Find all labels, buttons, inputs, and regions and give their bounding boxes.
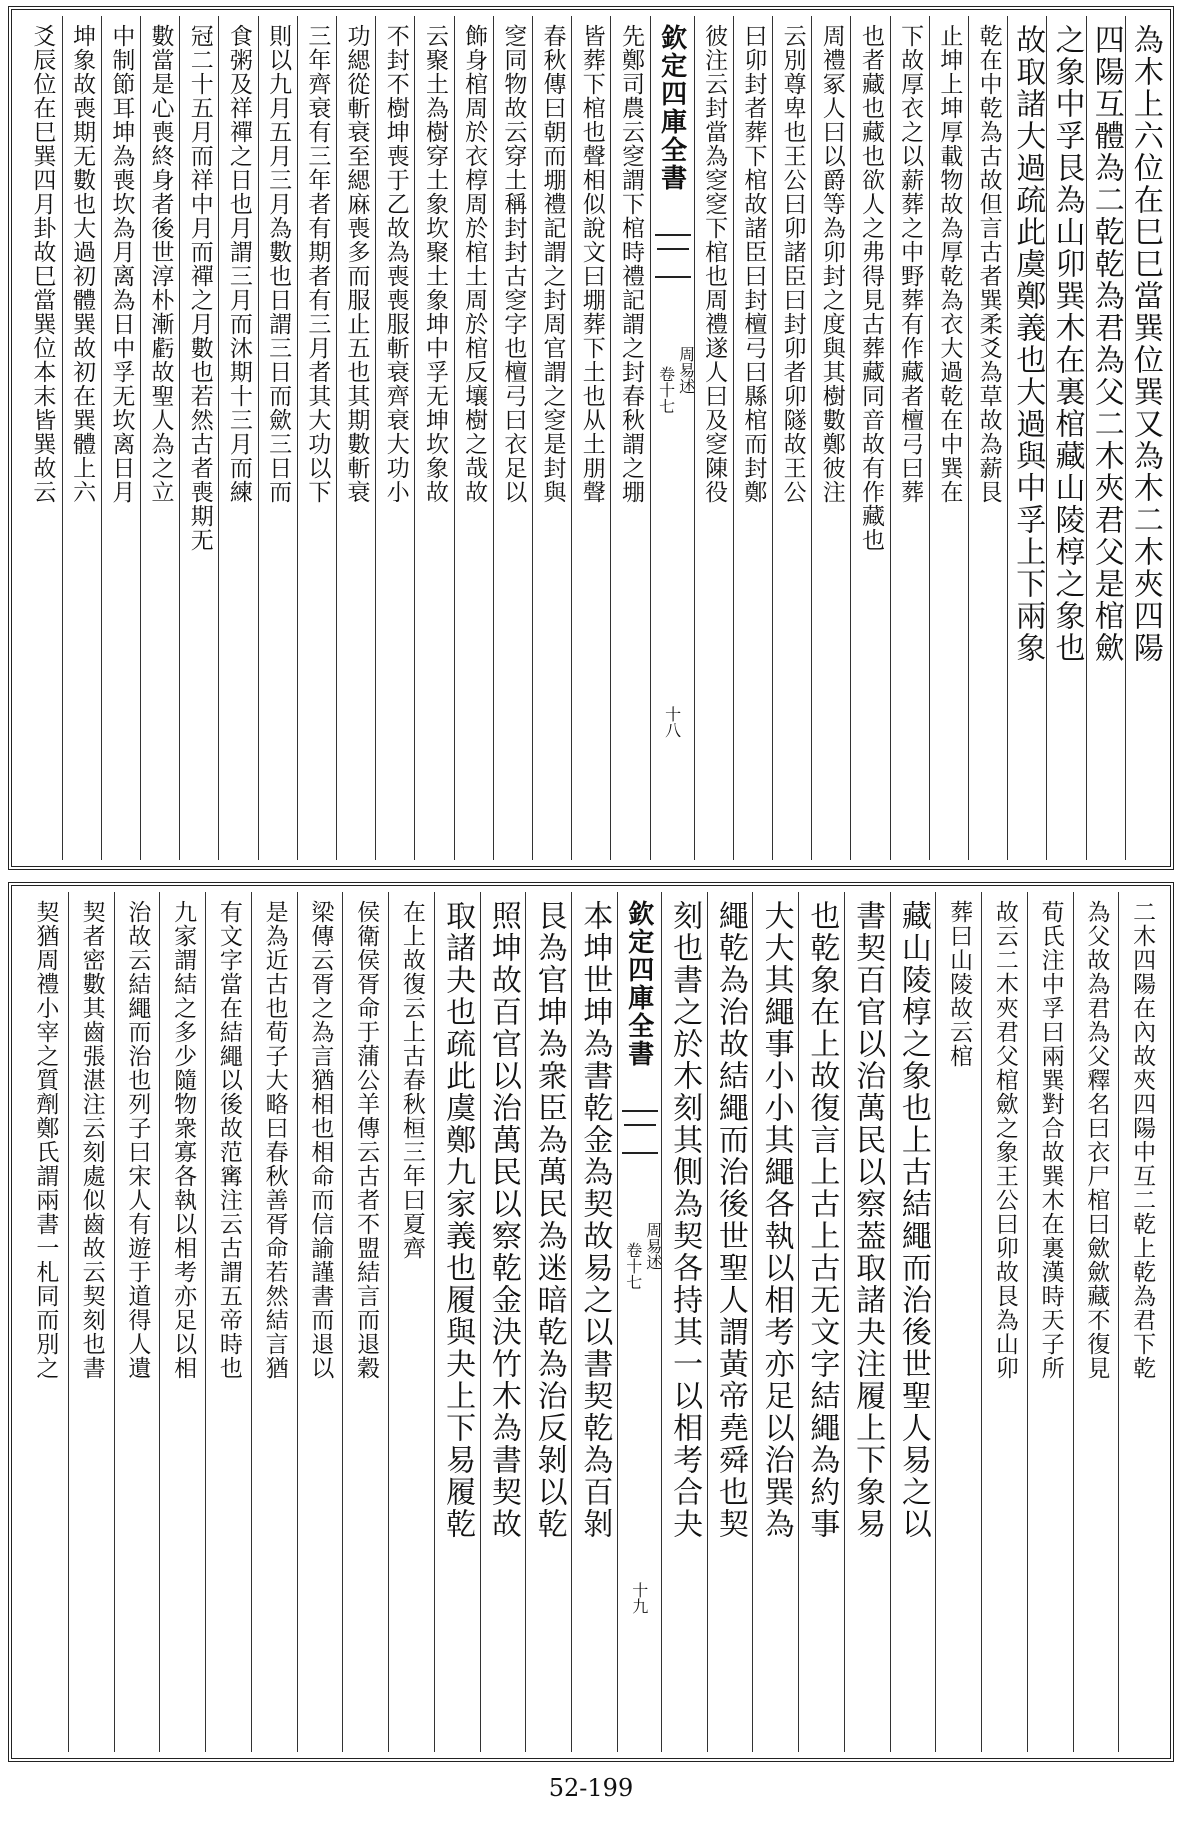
column-text: 則以九月五月三月為數也日謂三日而歛三日而 (265, 24, 292, 504)
column-text: 書契百官以治萬民以察葢取諸夬注履上下象易 (850, 900, 886, 1540)
text-column (1118, 892, 1164, 1752)
column-text: 故取諸大過疏此虞鄭義也大過與中孚上下兩象 (1010, 24, 1046, 664)
text-column (297, 892, 343, 1752)
text-column (388, 892, 434, 1752)
column-text: 繩乾為治故結繩而治後世聖人謂黃帝堯舜也契 (712, 900, 748, 1540)
header-title: 欽定四庫全書 (623, 900, 654, 1068)
column-text: 窆同物故云穿土稱封封古窆字也檀弓曰衣足以 (500, 24, 527, 504)
column-text: 為父故為君為父釋名曰衣尸棺曰歛歛藏不復見 (1083, 900, 1110, 1380)
text-column (811, 16, 850, 860)
text-column (375, 16, 414, 860)
column-text: 曰卯封者葬下棺故諸臣曰封檀弓曰縣棺而封鄭 (740, 24, 767, 504)
column-text: 照坤故百官以治萬民以察乾金決竹木為書契故 (485, 900, 521, 1540)
column-text: 也者藏也藏也欲人之弗得見古葬藏同音故有作藏也 (857, 24, 884, 552)
text-column (850, 16, 889, 860)
folio-number: 十八 (662, 706, 682, 738)
text-column (258, 16, 297, 860)
column-text: 刻也書之於木刻其側為契各持其一以相考合夬 (667, 900, 703, 1540)
text-column (981, 892, 1027, 1752)
text-column (1086, 16, 1125, 860)
column-text: 先鄭司農云窆謂下棺時禮記謂之封春秋謂之堋 (617, 24, 644, 504)
fishtail-mark-icon (655, 234, 691, 278)
column-text: 下故厚衣之以薪葬之中野葬有作藏者檀弓曰葬 (897, 24, 924, 504)
column-text: 云別尊卑也王公曰卯諸臣曰封卯者卯隧故王公 (779, 24, 806, 504)
text-column (1046, 16, 1085, 860)
text-column (493, 16, 532, 860)
column-text: 在上故復云上古春秋桓三年曰夏齊 (398, 900, 425, 1260)
column-text: 止坤上坤厚載物故為厚乾為衣大過乾在中巽在 (936, 24, 963, 504)
column-text: 彼注云封當為窆窆下棺也周禮遂人曰及窆陳役 (701, 24, 728, 504)
column-text: 為木上六位在巳巳當巽位巽又為木二木夾四陽 (1127, 24, 1163, 664)
column-text: 取諸夬也疏此虞鄭九家義也履與夬上下易履乾 (440, 900, 476, 1540)
text-column (342, 892, 388, 1752)
text-column (571, 16, 610, 860)
text-column (22, 16, 61, 860)
text-column (752, 892, 798, 1752)
text-column (844, 892, 890, 1752)
column-text: 飾身棺周於衣椁周於棺土周於棺反壤樹之哉故 (461, 24, 488, 504)
bottom-page (8, 882, 1174, 1762)
column-text: 之象中孚艮為山卯巽木在裏棺藏山陵椁之象也 (1049, 24, 1085, 664)
text-column (968, 16, 1007, 860)
center-fold-column (617, 892, 661, 1752)
column-text: 梁傳云胥之為言猶相也相命而信諭謹書而退以 (307, 900, 334, 1380)
text-column (532, 16, 571, 860)
text-column (218, 16, 257, 860)
book-name: 周易述 (676, 346, 696, 394)
text-column (661, 892, 707, 1752)
column-text: 數當是心喪終身者後世淳朴漸虧故聖人為之立 (147, 24, 174, 504)
column-text: 食粥及祥禪之日也月謂三月而沐期十三月而練 (225, 24, 252, 504)
center-fold-column (650, 16, 694, 860)
text-column (890, 16, 929, 860)
text-column (68, 892, 114, 1752)
text-column (694, 16, 733, 860)
column-text: 本坤世坤為書乾金為契故易之以書契乾為百剝 (577, 900, 613, 1540)
text-column (571, 892, 617, 1752)
column-text: 契猶周禮小宰之質劑鄭氏謂兩書一札同而別之 (32, 900, 59, 1380)
text-column (297, 16, 336, 860)
text-column (251, 892, 297, 1752)
text-column (205, 892, 251, 1752)
text-column (929, 16, 968, 860)
column-text: 春秋傳曰朝而堋禮記謂之封周官謂之窆是封與 (539, 24, 566, 504)
top-page (8, 6, 1174, 870)
text-column (22, 892, 68, 1752)
text-column (1125, 16, 1164, 860)
text-column (140, 16, 179, 860)
text-column (434, 892, 480, 1752)
column-text: 功緦從斬衰至緦麻喪多而服止五也其期數斬衰 (343, 24, 370, 504)
column-text: 有文字當在結繩以後故范寗注云古謂五帝時也 (215, 900, 242, 1380)
column-text: 侯衛侯胥命于蒲公羊傳云古者不盟結言而退穀 (353, 900, 380, 1380)
text-column (101, 16, 140, 860)
text-column (1027, 892, 1073, 1752)
volume-label: 卷十七 (623, 1242, 643, 1290)
column-text: 不封不樹坤喪于乙故為喪喪服斬衰齊衰大功小 (382, 24, 409, 504)
column-text: 周禮冢人曰以爵等為卯封之度與其樹數鄭彼注 (818, 24, 845, 504)
column-text: 荀氏注中孚曰兩巽對合故巽木在裏漢時天子所 (1037, 900, 1064, 1380)
column-text: 是為近古也荀子大略曰春秋善胥命若然結言猶 (261, 900, 288, 1380)
column-text: 乾在中乾為古故但言古者巽柔爻為草故為薪艮 (975, 24, 1002, 504)
volume-label: 卷十七 (656, 366, 676, 414)
text-column (179, 16, 218, 860)
column-text: 云聚土為樹穿土象坎聚土象坤中孚无坤坎象故 (421, 24, 448, 504)
text-column (525, 892, 571, 1752)
column-text: 也乾象在上故復言上古上古无文字結繩為約事 (804, 900, 840, 1540)
column-text: 皆葬下棺也聲相似說文曰堋葬下土也从土朋聲 (578, 24, 605, 504)
page-number: 52-199 (548, 1774, 634, 1802)
column-text: 大大其繩事小小其繩各執以相考亦足以治巽為 (758, 900, 794, 1540)
book-name: 周易述 (643, 1222, 663, 1270)
text-column (772, 16, 811, 860)
text-column (935, 892, 981, 1752)
text-column (733, 16, 772, 860)
column-text: 藏山陵椁之象也上古結繩而治後世聖人易之以 (895, 900, 931, 1540)
text-column (480, 892, 526, 1752)
bottom-text-columns (18, 892, 1164, 1752)
text-column (1073, 892, 1119, 1752)
text-column (707, 892, 753, 1752)
text-column (454, 16, 493, 860)
top-text-columns (18, 16, 1164, 860)
folio-number: 十九 (629, 1582, 649, 1614)
text-column (610, 16, 649, 860)
text-column (159, 892, 205, 1752)
column-text: 九家謂結之多少隨物衆寡各執以相考亦足以相 (170, 900, 197, 1380)
text-column (1007, 16, 1046, 860)
text-column (890, 892, 936, 1752)
column-text: 故云二木夾君父棺歛之象王公曰卯故艮為山卯 (991, 900, 1018, 1380)
text-column (798, 892, 844, 1752)
text-column (336, 16, 375, 860)
text-column (114, 892, 160, 1752)
column-text: 冠二十五月而祥中月而禪之月數也若然古者喪期无 (186, 24, 213, 552)
column-text: 治故云結繩而治也列子曰宋人有遊于道得人遺 (124, 900, 151, 1380)
header-title: 欽定四庫全書 (656, 24, 687, 192)
column-text: 葬曰山陵故云棺 (946, 900, 973, 1068)
column-text: 契者密數其齒張湛注云刻處似齒故云契刻也書 (78, 900, 105, 1380)
column-text: 艮為官坤為衆臣為萬民為迷暗乾為治反剝以乾 (531, 900, 567, 1540)
column-text: 爻辰位在巳巽四月卦故巳當巽位本末皆巽故云 (29, 24, 56, 504)
column-text: 三年齊衰有三年者有期者有三月者其大功以下 (304, 24, 331, 504)
text-column (414, 16, 453, 860)
column-text: 二木四陽在內故夾四陽中互二乾上乾為君下乾 (1129, 900, 1156, 1380)
column-text: 四陽互體為二乾乾為君為父二木夾君父是棺歛 (1088, 24, 1124, 664)
fishtail-mark-icon (622, 1110, 658, 1154)
column-text: 坤象故喪期无數也大過初體巽故初在巽體上六 (69, 24, 96, 504)
column-text: 中制節耳坤為喪坎為月离為日中孚无坎离日月 (108, 24, 135, 504)
text-column (62, 16, 101, 860)
